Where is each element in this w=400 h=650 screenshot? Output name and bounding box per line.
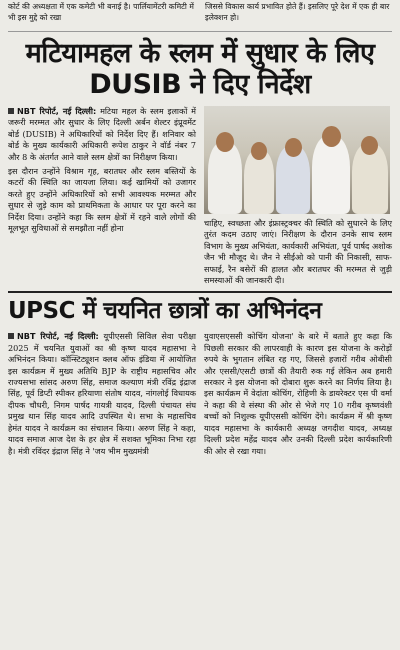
upsc-article-byline: NBT रिपोर्ट, नई दिल्ली: [17, 331, 99, 342]
previous-article-continuation [8, 0, 392, 32]
slum-article-left-column [8, 106, 196, 286]
article-divider [8, 291, 392, 293]
photo-person [312, 136, 350, 214]
photo-head [251, 142, 267, 160]
upsc-article-headline: UPSC में चयनित छात्रों का अभिनंदन [8, 298, 322, 325]
slum-article-para3: चाहिए, स्वच्छता और इंफ्रास्ट्रक्चर की स्थिति को सुधारने के लिए तुरंत कदम उठाए जाएं। निरीक्षण के दौरान उनके साथ स्लम विभाग के मुख्य अभियंता, कार्यकारी अभियंता, पूर्व पार्षद अशोक जैन भी मौजूद थे। जैन ने सीईओ को पानी की निकासी, साफ-सफाई, रैन बसेरों की हालत और बरातघर की मरम्मत से जुड़ी समस्याओं की जानकारी दी। [204, 218, 392, 286]
photo-head [216, 132, 234, 152]
upsc-article-para2: युवाएसएससी कोचिंग योजना' के बारे में बताते हुए कहा कि पिछली सरकार की लापरवाही के कारण इस योजना के करोड़ों रुपये के भुगतान लंबित रह गए, जिससे हजारों गरीब ओबीसी और एससी/एसटी छात्रों की तैयारी रुक गई लेकिन अब हमारी सरकार ने इस योजना को दोबारा शुरू करने का निर्णय लिया है। इस कार्यक्रम में वेदांता कोचिंग, रोहिणी के डायरेक्टर एस पी वर्मा ने कहा की वे संस्था की ओर से भेजे गए 10 गरीब कृष्णवंशी बच्चों को निशुल्क यूपीएससी कोचिंग देंगे। कार्यक्रम में श्री कृष्ण यादव महासभा के कार्यकारी अध्यक्ष जगदीश यादव, अध्यक्ष दिल्ली प्रदेश महेंद्र यादव और उनकी दिल्ली प्रदेश कार्यकारिणी की ओर से रखा गया। [204, 331, 392, 456]
slum-article-para2: इस दौरान उन्होंने विश्राम गृह, बरातघर और स्लम बस्तियों के कटरों की स्थिति का जायजा लिया। कई खामियों को उजागर करते हुए उन्होंने अधिकारियों को सभी आवश्यक मरम्मत और सुधार से जुड़े काम को प्राथमिकता के आधार पर पूरा करने का निर्देश दिया। उन्होंने कहा कि स्लम क्षेत्रों में रहने वाले लोगों की मूलभूत सुविधाओं से समझौता नहीं होना [8, 166, 196, 234]
photo-head [322, 126, 341, 147]
photo-person [208, 142, 242, 214]
slum-article-body [8, 106, 392, 286]
slum-article-right-column [204, 106, 392, 286]
top-strip-left: कोर्ट की अध्यक्षता में एक कमेटी भी बनाई है। पार्लियामेंटरी कमिटी में भी इस मुद्दे को रखा [8, 2, 194, 22]
top-strip-right: जिससे विकास कार्य प्रभावित होते हैं। इसलिए पूरे देश में एक ही बार इलेक्शन हो। [205, 2, 390, 22]
slum-article-byline: NBT रिपोर्ट, नई दिल्ली: [17, 106, 97, 116]
upsc-article-left-column [8, 331, 196, 456]
upsc-article-body [8, 331, 392, 456]
upsc-article-lead [8, 331, 196, 456]
slum-article-headline: मटियामहल के स्लम में सुधार के लिए DUSIB ने दिए निर्देश [25, 38, 375, 100]
photo-head [361, 136, 378, 155]
bullet-icon [8, 333, 14, 339]
upsc-article-right-column [204, 331, 392, 456]
bullet-icon [8, 108, 14, 114]
inspection-photo [204, 106, 390, 214]
slum-article-lead-text: मटिया महल के स्लम इलाकों में जरूरी मरम्मत और सुधार के लिए दिल्ली अर्बन शेल्टर इंप्रूवमेंट बोर्ड (DUSIB) ने अधिकारियों को निर्देश दिए हैं। शनिवार को बोर्ड के मुख्य कार्यकारी अधिकारी रूपेश ठाकुर ने वॉर्ड नंबर 7 और 8 के अंतर्गत आने वाले स्लम क्षेत्रों का निरीक्षण किया। [8, 106, 197, 162]
photo-head [285, 138, 302, 157]
upsc-article-lead-text: यूपीएससी सिविल सेवा परीक्षा 2025 में चयनित युवाओं का श्री कृष्ण यादव महासभा ने अभिनंदन किया। कॉन्स्टिट्यूशन क्लब ऑफ इंडिया में आयोजित इस कार्यक्रम में मुख्य अतिथि BJP के राष्ट्रीय महासचिव और राज्यसभा सांसद अरुण सिंह, समाज कल्याण मंत्री रविंद्र इंद्राज सिंह, पूर्व डिप्टी स्पीकर हरियाणा संतोष यादव, नांगलोई विधायक दीपक चौधरी, निगम पार्षद गायत्री यादव, दिल्ली पंचायत संघ प्रमुख थान सिंह यादव आदि उपस्थित थे। सभा के महासचिव हेमंत यादव ने कार्यक्रम का संचालन किया। अरुण सिंह ने कहा, यादव समाज आज देश के हर क्षेत्र में सशक्त भूमिका निभा रहा है। मंत्री रविंदर इंद्राज सिंह ने 'जय भीम मुख्यमंत्री [8, 331, 196, 456]
slum-article-lead [8, 106, 196, 163]
